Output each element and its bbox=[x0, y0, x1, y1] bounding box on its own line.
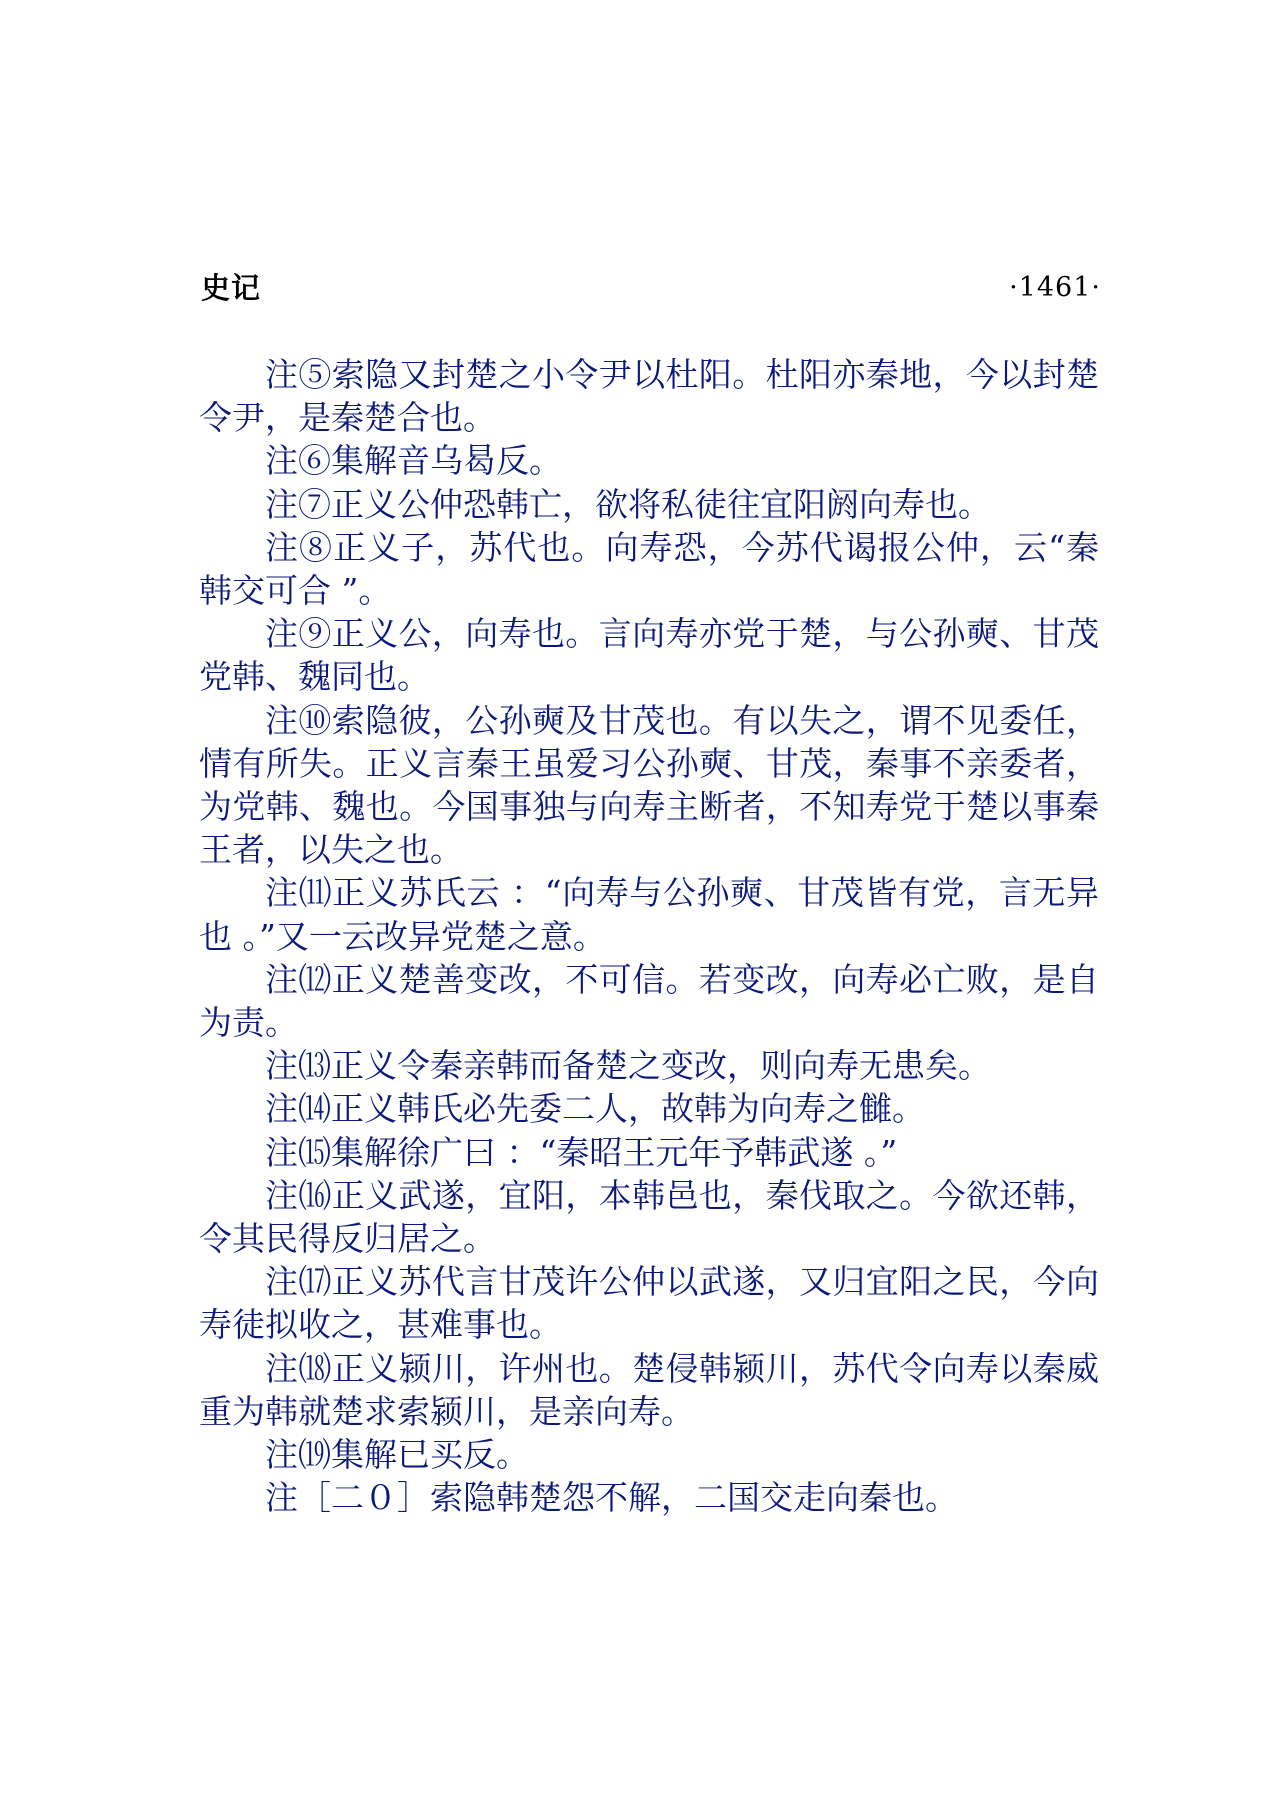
page-header bbox=[201, 268, 1101, 308]
annotation-note: 注⑦正义公仲恐韩亡，欲将私徒往宜阳阏向寿也。 bbox=[265, 484, 991, 524]
annotation-note: 注⑩索隐彼，公孙奭及甘茂也。有以失之，谓不见委任，情有所失。正义言秦王虽爱习公孙奭、甘茂，秦事不亲委者，为党韩、魏也。今国事独与向寿主断者，不知寿党于楚以事秦王者，以失之也。 bbox=[199, 700, 1099, 870]
annotation-note: 注⒃正义武遂，宜阳，本韩邑也，秦伐取之。今欲还韩，令其民得反归居之。 bbox=[199, 1175, 1099, 1259]
annotation-body bbox=[199, 353, 1099, 1519]
annotation-note: 注⒂集解徐广曰 ：“秦昭王元年予韩武遂 。” bbox=[265, 1132, 898, 1172]
annotation-note: 注⑧正义子，苏代也。向寿恐，今苏代谒报公仲，云“秦韩交可合 ”。 bbox=[199, 527, 1099, 611]
annotation-note: 注⑤索隐又封楚之小令尹以杜阳。杜阳亦秦地，今以封楚令尹，是秦楚合也。 bbox=[199, 355, 1099, 438]
annotation-note: 注⒆集解已买反。 bbox=[265, 1435, 529, 1475]
annotation-note: 注⒁正义韩氏必先委二人，故韩为向寿之雠。 bbox=[265, 1089, 925, 1129]
annotation-note: 注⒄正义苏代言甘茂许公仲以武遂，又归宜阳之民，今向寿徒拟收之，甚难事也。 bbox=[199, 1262, 1099, 1345]
annotation-note: 注⒅正义颍川，许州也。楚侵韩颍川，苏代令向寿以秦威重为韩就楚求索颍川，是亲向寿。 bbox=[199, 1348, 1099, 1431]
annotation-note: 注［二０］索隐韩楚怨不解，二国交走向秦也。 bbox=[265, 1478, 958, 1518]
page-number: ·1461· bbox=[1009, 272, 1101, 303]
annotation-note: 注⒀正义令秦亲韩而备楚之变改，则向寿无患矣。 bbox=[265, 1046, 991, 1086]
book-title: 史记 bbox=[201, 271, 262, 305]
annotation-note: 注⑥集解音乌曷反。 bbox=[265, 441, 562, 481]
annotation-note: 注⑨正义公，向寿也。言向寿亦党于楚，与公孙奭、甘茂党韩、魏同也。 bbox=[199, 614, 1099, 697]
annotation-note: 注⑾正义苏氏云 ：“向寿与公孙奭、甘茂皆有党，言无异也 。”又一云改异党楚之意。 bbox=[199, 873, 1099, 956]
annotation-note: 注⑿正义楚善变改，不可信。若变改，向寿必亡败，是自为责。 bbox=[199, 959, 1099, 1043]
